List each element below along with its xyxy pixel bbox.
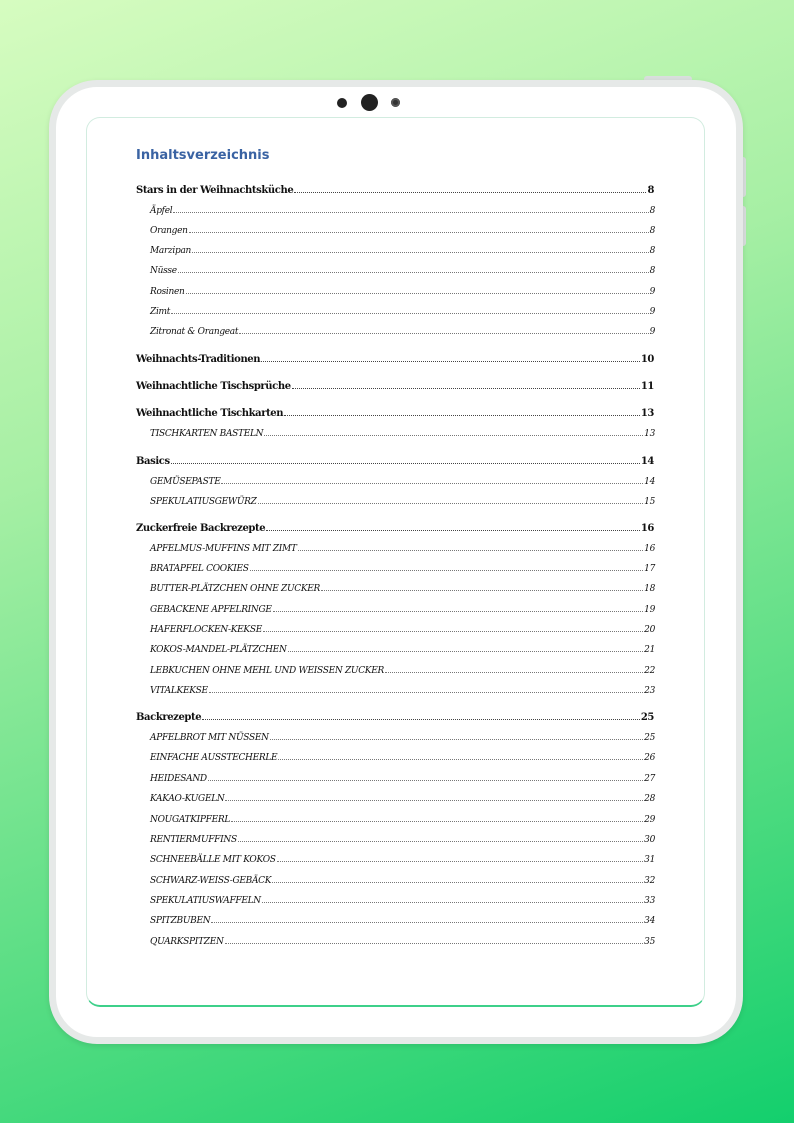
toc-entry[interactable] (150, 794, 655, 804)
toc-entry-label: SPITZBUBEN (150, 916, 211, 926)
toc-entry-page: 21 (644, 645, 655, 655)
leader-dots (278, 758, 643, 760)
toc-entry-label: Äpfel (150, 206, 173, 216)
light-sensor-icon (391, 98, 400, 107)
leader-dots (261, 360, 640, 362)
toc-entry-page: 13 (644, 429, 655, 439)
toc-entry-label: Weihnachtliche Tischsprüche (136, 381, 291, 392)
toc-entry-label: SCHWARZ-WEISS-GEBÄCK (150, 876, 272, 886)
toc-entry-label: NOUGATKIPFERL (150, 815, 231, 825)
toc-entry[interactable] (150, 544, 655, 554)
leader-dots (264, 434, 643, 436)
toc-entry-label: SPEKULATIUSWAFFELN (150, 896, 261, 906)
leader-dots (294, 191, 646, 193)
toc-entry[interactable] (136, 456, 654, 467)
leader-dots (292, 387, 640, 389)
toc-entry-page: 27 (644, 774, 655, 784)
toc-entry-page: 18 (644, 584, 655, 594)
leader-dots (189, 231, 649, 233)
toc-entry-label: GEMÜSEPASTE (150, 477, 221, 487)
leader-dots (173, 211, 648, 213)
toc-entry-page: 8 (649, 246, 655, 256)
toc-entry-page: 34 (644, 916, 655, 926)
leader-dots (258, 502, 644, 504)
toc-entry-page: 17 (644, 564, 655, 574)
toc-entry-page: 25 (644, 733, 655, 743)
leader-dots (225, 799, 643, 801)
toc-entry[interactable] (136, 381, 654, 392)
toc-entry-page: 14 (644, 477, 655, 487)
toc-entry[interactable] (150, 666, 655, 676)
toc-entry-label: Zuckerfreie Backrezepte (136, 523, 266, 534)
toc-entry-label: Backrezepte (136, 712, 202, 723)
toc-entry[interactable] (150, 564, 655, 574)
toc-entry-page: 16 (640, 523, 654, 534)
toc-entry-label: RENTIERMUFFINS (150, 835, 237, 845)
toc-entry-page: 14 (640, 456, 654, 467)
leader-dots (262, 901, 643, 903)
toc-title: Inhaltsverzeichnis (136, 148, 270, 163)
leader-dots (272, 881, 643, 883)
toc-entry-page: 13 (640, 408, 654, 419)
toc-entry[interactable] (150, 645, 655, 655)
leader-dots (231, 820, 643, 822)
toc-entry-page: 26 (644, 753, 655, 763)
toc-entry[interactable] (150, 246, 655, 256)
toc-entry[interactable] (150, 733, 655, 743)
toc-entry-page: 28 (644, 794, 655, 804)
leader-dots (208, 779, 643, 781)
toc-entry[interactable] (150, 753, 655, 763)
toc-entry[interactable] (150, 835, 655, 845)
toc-entry-label: KOKOS-MANDEL-PLÄTZCHEN (150, 645, 287, 655)
toc-entry[interactable] (150, 815, 655, 825)
toc-entry-label: EINFACHE AUSSTECHERLE (150, 753, 278, 763)
toc-entry[interactable] (150, 206, 655, 216)
toc-entry-page: 10 (640, 354, 654, 365)
toc-entry-page: 8 (647, 185, 654, 196)
toc-entry-label: Stars in der Weihnachtsküche (136, 185, 294, 196)
toc-entry[interactable] (150, 774, 655, 784)
toc-entry-page: 16 (644, 544, 655, 554)
leader-dots (277, 860, 644, 862)
toc-entry-label: APFELBROT MIT NÜSSEN (150, 733, 269, 743)
toc-entry-page: 32 (644, 876, 655, 886)
toc-entry-label: QUARKSPITZEN (150, 937, 224, 947)
camera-icon (361, 94, 378, 111)
toc-entry-page: 8 (649, 266, 655, 276)
leader-dots (298, 549, 644, 551)
leader-dots (221, 482, 643, 484)
toc-entry-label: Weihnachtliche Tischkarten (136, 408, 284, 419)
toc-entry-label: BUTTER-PLÄTZCHEN OHNE ZUCKER (150, 584, 321, 594)
toc-entry-page: 22 (644, 666, 655, 676)
toc-entry-label: Weihnachts-Traditionen (136, 354, 261, 365)
leader-dots (288, 650, 644, 652)
toc-entry[interactable] (150, 855, 655, 865)
leader-dots (284, 414, 640, 416)
toc-entry[interactable] (150, 429, 655, 439)
toc-entry[interactable] (136, 523, 654, 534)
toc-entry-label: Zimt (150, 307, 171, 317)
leader-dots (238, 840, 643, 842)
toc-entry[interactable] (150, 896, 655, 906)
leader-dots (171, 462, 640, 464)
toc-entry[interactable] (150, 327, 655, 337)
leader-dots (263, 630, 643, 632)
leader-dots (321, 589, 643, 591)
toc-entry[interactable] (136, 712, 654, 723)
toc-entry-page: 31 (644, 855, 655, 865)
toc-entry-label: Nüsse (150, 266, 177, 276)
leader-dots (209, 691, 643, 693)
toc-entry-label: TISCHKARTEN BASTELN (150, 429, 264, 439)
leader-dots (270, 738, 643, 740)
toc-entry-page: 9 (649, 287, 655, 297)
toc-entry[interactable] (136, 408, 654, 419)
toc-entry-page: 9 (649, 327, 655, 337)
toc-entry[interactable] (150, 266, 655, 276)
toc-entry[interactable] (150, 916, 655, 926)
toc-entry-page: 9 (649, 307, 655, 317)
toc-entry-label: HEIDESAND (150, 774, 207, 784)
toc-entry-label: BRATAPFEL COOKIES (150, 564, 249, 574)
toc-entry-label: Orangen (150, 226, 188, 236)
toc-entry-page: 25 (640, 712, 654, 723)
toc-entry-page: 35 (644, 937, 655, 947)
toc-entry[interactable] (150, 605, 655, 615)
leader-dots (178, 271, 649, 273)
leader-dots (202, 718, 640, 720)
toc-entry-label: SCHNEEBÄLLE MIT KOKOS (150, 855, 276, 865)
toc-entry-page: 8 (649, 206, 655, 216)
toc-entry-page: 15 (644, 497, 655, 507)
leader-dots (250, 569, 643, 571)
toc-entry[interactable] (150, 497, 655, 507)
toc-entry[interactable] (150, 686, 655, 696)
toc-entry[interactable] (150, 226, 655, 236)
leader-dots (266, 529, 640, 531)
toc-entry-page: 33 (644, 896, 655, 906)
toc-entry-page: 8 (649, 226, 655, 236)
toc-entry-label: Basics (136, 456, 170, 467)
toc-entry[interactable] (150, 287, 655, 297)
leader-dots (385, 671, 643, 673)
toc-entry-label: KAKAO-KUGELN (150, 794, 225, 804)
toc-entry-label: VITALKEKSE (150, 686, 208, 696)
leader-dots (239, 332, 648, 334)
toc-entry-page: 19 (644, 605, 655, 615)
toc-entry[interactable] (150, 477, 655, 487)
toc-entry-page: 11 (640, 381, 654, 392)
toc-entry[interactable] (150, 307, 655, 317)
toc-entry-label: HAFERFLOCKEN-KEKSE (150, 625, 262, 635)
leader-dots (211, 921, 643, 923)
toc-entry[interactable] (150, 584, 655, 594)
toc-entry-page: 23 (644, 686, 655, 696)
toc-entry-label: GEBACKENE APFELRINGE (150, 605, 272, 615)
sensor-icon (337, 98, 347, 108)
leader-dots (225, 942, 644, 944)
toc-entry-label: LEBKUCHEN OHNE MEHL UND WEISSEN ZUCKER (150, 666, 384, 676)
toc-entry[interactable] (136, 354, 654, 365)
leader-dots (273, 610, 643, 612)
toc-entry[interactable] (150, 876, 655, 886)
leader-dots (192, 251, 649, 253)
toc-entry-page: 29 (644, 815, 655, 825)
toc-entry-page: 30 (644, 835, 655, 845)
toc-entry-label: Marzipan (150, 246, 192, 256)
toc-entry-label: SPEKULATIUSGEWÜRZ (150, 497, 257, 507)
toc-entry[interactable] (150, 937, 655, 947)
leader-dots (186, 292, 649, 294)
toc-entry[interactable] (150, 625, 655, 635)
toc-entry-page: 20 (644, 625, 655, 635)
toc-entry-label: Rosinen (150, 287, 185, 297)
toc-entry[interactable] (136, 185, 654, 196)
toc-entry-label: APFELMUS-MUFFINS MIT ZIMT (150, 544, 297, 554)
leader-dots (171, 312, 648, 314)
toc-entry-label: Zitronat & Orangeat (150, 327, 239, 337)
